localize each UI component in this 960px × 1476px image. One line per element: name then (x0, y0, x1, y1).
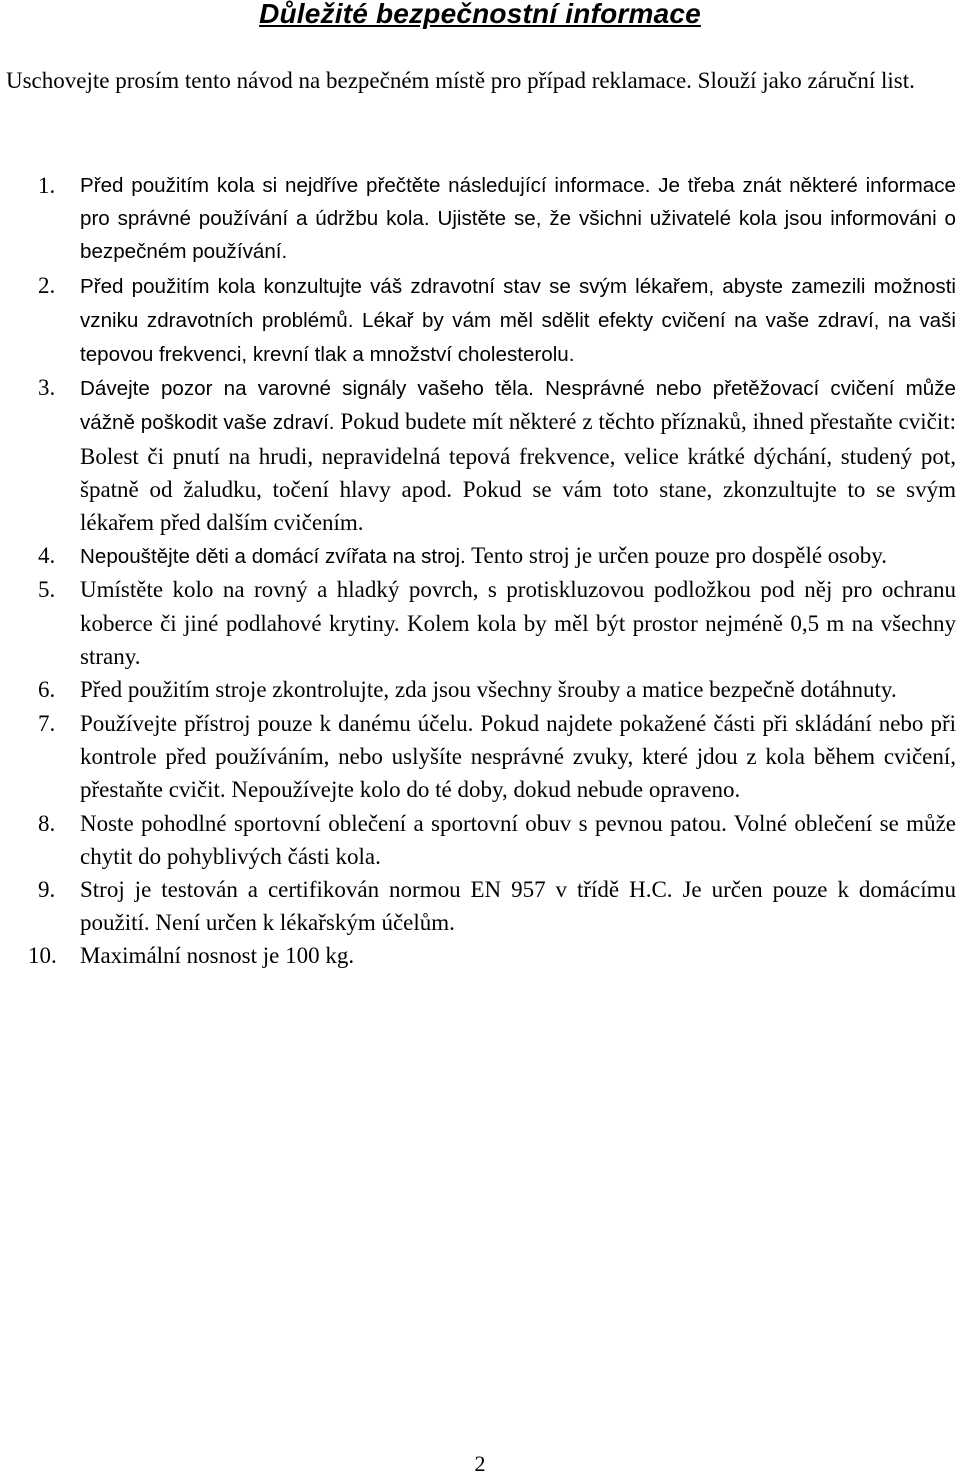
list-item-text-part: Nesprávné nebo přetěžovací cvičení může vážně poškodit vaše zdraví. (80, 377, 957, 435)
list-item-text (80, 573, 956, 673)
list-item-text-part: Před použitím kola si nejdříve přečtěte následující informace. Je třeba znát některé informace pro správné používání a údržbu kola. Ujistěte se, že všichni uživatelé kola jsou informováni o bezpečném používání. (80, 174, 956, 264)
list-item-text (80, 939, 956, 972)
list-item (0, 539, 956, 573)
list-item-text-part: Pokud budete mít některé z těchto příznaků, ihned přestaňte cvičit: Bolest či pnutí na hrudi, nepravidelná tepová frekvence, velice krátké dýchání, studený pot, špatně od žaludku, točení hlavy apod. (80, 409, 956, 502)
list-item (0, 269, 956, 372)
intro-paragraph: Uschovejte prosím tento návod na bezpečném místě pro případ reklamace. Slouží jako záruční list. (6, 68, 915, 93)
list-item-number: 8. (38, 810, 56, 836)
list-item-number: 6. (38, 677, 56, 703)
list-item-text-part: Maximální nosnost je 100 kg. (80, 943, 355, 969)
list-item-text (80, 673, 956, 706)
list-item-text-part: Noste pohodlné sportovní oblečení a sportovní obuv s pevnou patou. Volné oblečení se může chytit do pohyblivých části kola. (80, 810, 956, 869)
list-item (0, 573, 956, 673)
list-item-number: 9. (38, 877, 56, 903)
list-item-text-part: Tento stroj je určen pouze pro dospělé osoby. (465, 543, 887, 569)
list-item (0, 169, 956, 269)
list-item-number: 1. (38, 173, 56, 198)
list-item-text-part: Stroj je testován a certifikován normou EN 957 v třídě H.C. Je určen pouze k domácímu použití. Není určen k lékařským účelům. (80, 877, 956, 936)
list-item-number: 2. (38, 272, 56, 298)
list-item (0, 371, 956, 539)
list-item-text-part: Před použitím stroje zkontrolujte, zda jsou všechny šrouby a matice bezpečně dotáhnuty. (80, 677, 897, 703)
list-item-text-part: Pokud se vám toto stane, zkonzultujte to se svým lékařem před dalším cvičením. (80, 476, 956, 536)
list-item-text (80, 371, 956, 539)
list-item-number: 7. (38, 711, 56, 737)
list-item (0, 807, 956, 873)
list-item-text (80, 539, 956, 573)
list-item (0, 707, 956, 807)
list-item-number: 10. (28, 943, 57, 969)
list-item-text-part: Před použitím kola konzultujte váš zdravotní stav se svým lékařem, abyste zamezili možnosti vzniku zdravotních problémů. (80, 274, 956, 332)
list-item-text (80, 269, 956, 372)
list-item-text-part: Umístěte kolo na rovný a hladký povrch, s protiskluzovou podložkou pod něj pro ochranu koberce či jiné podlahové krytiny. Kolem kola by měl být prostor nejméně 0,5 m na všechny strany. (80, 577, 956, 669)
list-item-text-part: Dávejte pozor na varovné signály vašeho těla. (80, 377, 534, 401)
list-item-text-part: Lékař by vám měl sdělit efekty cvičení na vaše zdraví, na vaši tepovou frekvenci, krevní tlak a množství cholesterolu. (80, 308, 956, 367)
list-item-number: 4. (38, 543, 56, 569)
document-title: Důležité bezpečnostní informace (259, 0, 701, 29)
list-item-text (80, 707, 956, 807)
list-item-text (80, 807, 956, 873)
list-item-text (80, 169, 956, 269)
list-item (0, 939, 956, 973)
page-number: 2 (474, 1451, 486, 1476)
list-item-number: 3. (38, 375, 56, 401)
list-item (0, 873, 956, 939)
safety-list (0, 169, 956, 973)
list-item-text-part: Nepouštějte děti a domácí zvířata na stroj. (80, 545, 466, 569)
list-item-text-part: Používejte přístroj pouze k danému účelu. Pokud najdete pokažené části při skládání nebo při kontrole před používáním, nebo uslyšíte nesprávné zvuky, které jdou z kola během cvičení, přestaňte cvičit. Nepoužívejte kolo do té doby, dokud nebude opraveno. (80, 711, 956, 803)
list-item (0, 673, 956, 707)
list-item-text (80, 873, 956, 939)
list-item-number: 5. (38, 577, 56, 603)
